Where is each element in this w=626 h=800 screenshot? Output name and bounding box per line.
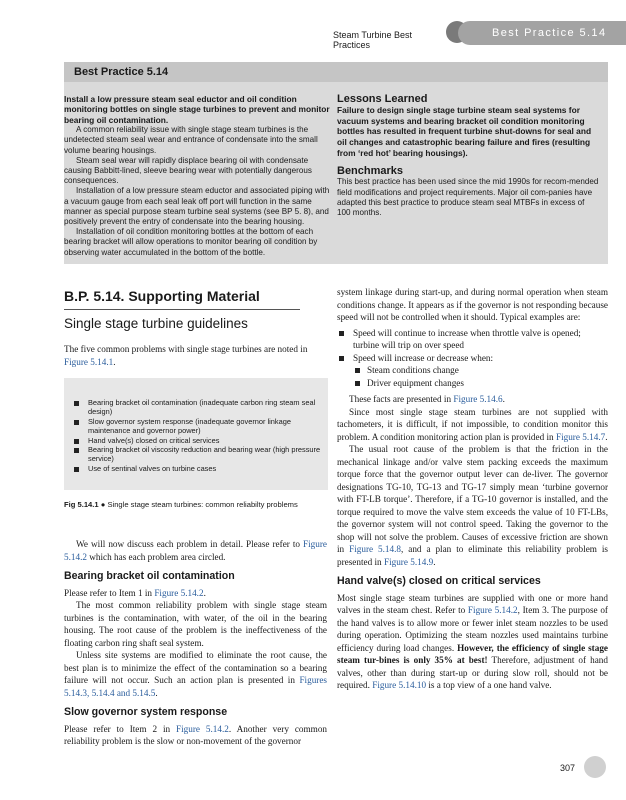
figure-link[interactable]: Figure 5.14.2: [176, 723, 229, 734]
text-run: . Another very common reliability problem is the slow or non-movement of the governor: [64, 723, 328, 746]
body-paragraph: [337, 592, 608, 692]
intro-paragraph: [64, 343, 327, 368]
figure-link[interactable]: Figure 5.14.8: [349, 544, 401, 554]
figure-list-item: Bearing bracket oil viscosity reduction and bearing wear (high pressure service): [72, 445, 324, 464]
body-paragraph: system linkage during start-up, and during normal operation when steam conditions change. It appears as if the governor is not responding because speed will not be controlled when it should. Typical examples are:: [337, 287, 608, 322]
figure-link[interactable]: Figure 5.14.7: [555, 431, 606, 442]
figure-caption-text: Single stage steam turbines: common reliabilty problems: [107, 500, 298, 509]
sub-list: [353, 364, 608, 389]
body-paragraph: [64, 587, 327, 600]
text-run: .: [605, 431, 608, 442]
figure-link[interactable]: Figure 5.14.2: [154, 587, 204, 598]
body-paragraph: The most common reliability problem with single stage steam turbines is the contamination, with water, of the oil in the bearing housing. The root cause of the problem is the ineffectiveness of the floating carbon ring shaft seal system.: [64, 600, 327, 648]
text-run: The five common problems with single stage turbines are noted in: [64, 344, 308, 354]
figure-link[interactable]: Figure 5.14.2: [467, 605, 518, 615]
sub-list-item: Driver equipment changes: [353, 377, 608, 390]
figure-list-item: Use of sentinal valves on turbine cases: [72, 464, 324, 473]
examples-list: [337, 327, 608, 390]
sub-list-item: Steam conditions change: [353, 364, 608, 377]
emphasis-text: However, the efficiency of single stage steam tur-bines is only 35% at best!: [337, 642, 609, 665]
figure-link[interactable]: Figure 5.14.2: [64, 539, 327, 562]
text-run: which has each problem area circled.: [86, 551, 226, 562]
text-run: .: [203, 587, 206, 598]
best-practice-sidebar: [337, 94, 599, 218]
right-column: [337, 286, 608, 692]
figure-caption: Fig 5.14.1 ● Single stage steam turbines: common reliabilty problems: [64, 500, 298, 509]
heading-slow-governor-response: Slow governor system response: [64, 706, 228, 718]
best-practice-paragraph: Installation of oil condition monitoring bottles at the bottom of each bearing bracket will allow operations to monitor bearing oil condition by observing water accumulated in the bottom of the bottle.: [64, 227, 318, 257]
figure-list-item: Bearing bracket oil contamination (inadequate carbon ring steam seal design): [72, 398, 324, 417]
figure-5-14-1-list: [72, 398, 324, 473]
figure-link[interactable]: Figure 5.14.1: [64, 356, 114, 367]
figure-list-item: Hand valve(s) closed on critical services: [72, 436, 324, 445]
best-practice-paragraph: Installation of a low pressure steam eductor and associated piping with a vacuum gauge from each seal leak off port will function in the same manner as special purpose steam turbine seal systems (see BP 5. 8), and positively prevent the entry of condensate into the bearing housing.: [64, 186, 330, 227]
text-run: Unless site systems are modified to eliminate the root cause, the best plan is to minimize the effect of the contamination so a bearing failure will not occur. Such an action plan is presented in: [64, 650, 327, 685]
text-run: Therefore, adjustment of hand valves, other than during start-up or during slow roll, should not be required.: [337, 655, 608, 690]
text-run: , Item 3. The purpose of the hand valves is to allow more or fewer inlet steam nozzles to be used during operation. Optimizing the steam nozzles used maintains turbine efficiency during load changes.: [337, 605, 608, 653]
body-paragraph: [64, 538, 327, 563]
benchmarks-text: This best practice has been used since the mid 1990s for recom-mended field modifications and project requirements. Major oil com-panies have adapted this best practice to produce steam seal MTBFs in excess of 100 months.: [337, 177, 599, 217]
footer-circle-decoration: [584, 756, 606, 778]
text-run: Since most single stage steam turbines are not supplied with tachometers, it is difficult, if not impossible, to condition monitor this problem. A condition monitoring action plan is provided in: [337, 406, 608, 442]
section-subtitle: Single stage turbine guidelines: [64, 316, 248, 331]
text-run: .: [433, 556, 436, 567]
benchmarks-heading: Benchmarks: [337, 165, 404, 178]
body-paragraph: [337, 406, 608, 444]
text-run: .: [502, 394, 505, 404]
body-paragraph: [64, 723, 327, 748]
heading-bearing-oil-contamination: Bearing bracket oil contamination: [64, 570, 235, 582]
text-run: These facts are presented in: [349, 394, 454, 404]
text-run: We will now discuss each problem in detail. Please refer to: [76, 539, 303, 549]
lessons-learned-text: Failure to design single stage turbine steam seal systems for vacuum systems and bearing bracket oil condition monitoring bottles has resulted in frequent turbine shut-downs for seal and oil changes and catastrophic bearing failure and fires (resulting from ‘red hot’ bearing housings).: [337, 105, 592, 158]
text-run: Most single stage steam turbines are supplied with one or more hand valves in the steam chest. Refer to: [337, 592, 608, 615]
left-column: [64, 538, 327, 748]
text-run: .: [113, 356, 116, 367]
list-item: [337, 352, 608, 390]
figure-link[interactable]: Figure 5.14.10: [372, 680, 427, 690]
list-item: Speed will continue to increase when throttle valve is opened; turbine will trip on over speed: [337, 327, 608, 352]
body-paragraph: [64, 649, 327, 699]
best-practice-lead: Install a low pressure steam seal eductor and oil condition monitoring bottles on single stage turbines to prevent and monitor bearing oil contamination.: [64, 94, 330, 125]
heading-hand-valves-closed: Hand valve(s) closed on critical services: [337, 575, 541, 587]
best-practice-title: Best Practice 5.14: [74, 66, 169, 78]
best-practice-paragraph: A common reliability issue with single stage steam turbines is the undetected steam seal wear and entrance of condensate into the small volume bearing housings.: [64, 125, 318, 155]
text-run: Speed will increase or decrease when:: [353, 352, 494, 363]
figure-list-item: Slow governor system response (inadequate governor linkage maintenance and governor power): [72, 417, 324, 436]
header-tab-label: Best Practice 5.14: [492, 27, 607, 39]
text-run: is a top view of a one hand valve.: [426, 680, 552, 690]
text-run: Please refer to Item 1 in: [64, 587, 155, 598]
section-divider: [64, 309, 300, 310]
body-paragraph: [337, 443, 608, 568]
body-paragraph: [337, 393, 608, 406]
text-run: The usual root cause of the problem is that the friction in the mechanical linkage and/or valve stem packing exceeds the maximum torque force that the governor output lever can de-liver. The governor designations TG-10, TG-13 and TG-17 simply mean ‘turbine governor with FT-LB torque’. Therefore, if a TG-10 governor is installed, and the torque required to move the valve stem exceeds the value of 10 FT-LBs, the governor system will not control speed. Taking the governor to the shop will not solve the problem. Causes of excessive friction are shown in: [337, 444, 608, 554]
text-run: Please refer to Item 2 in: [64, 723, 177, 734]
figure-link[interactable]: Figure 5.14.6: [453, 394, 503, 404]
text-run: , and a plan to eliminate this reliability problem is presented in: [337, 544, 608, 567]
text-run: .: [155, 687, 158, 698]
figure-link[interactable]: Figures 5.14.3, 5.14.4 and 5.14.5: [64, 675, 327, 698]
page-number: 307: [560, 763, 576, 773]
section-title: B.P. 5.14. Supporting Material: [64, 288, 260, 304]
best-practice-paragraph: Steam seal wear will rapidly displace bearing oil with condensate causing Babbitt-lined, sleeve bearing wear with potentially dangerous consequences.: [64, 155, 312, 186]
figure-label: Fig 5.14.1: [64, 500, 99, 509]
best-practice-summary: [64, 94, 330, 258]
figure-link[interactable]: Figure 5.14.9: [383, 556, 434, 567]
running-header: Steam Turbine Best Practices: [333, 30, 413, 50]
lessons-learned-heading: Lessons Learned: [337, 93, 428, 105]
